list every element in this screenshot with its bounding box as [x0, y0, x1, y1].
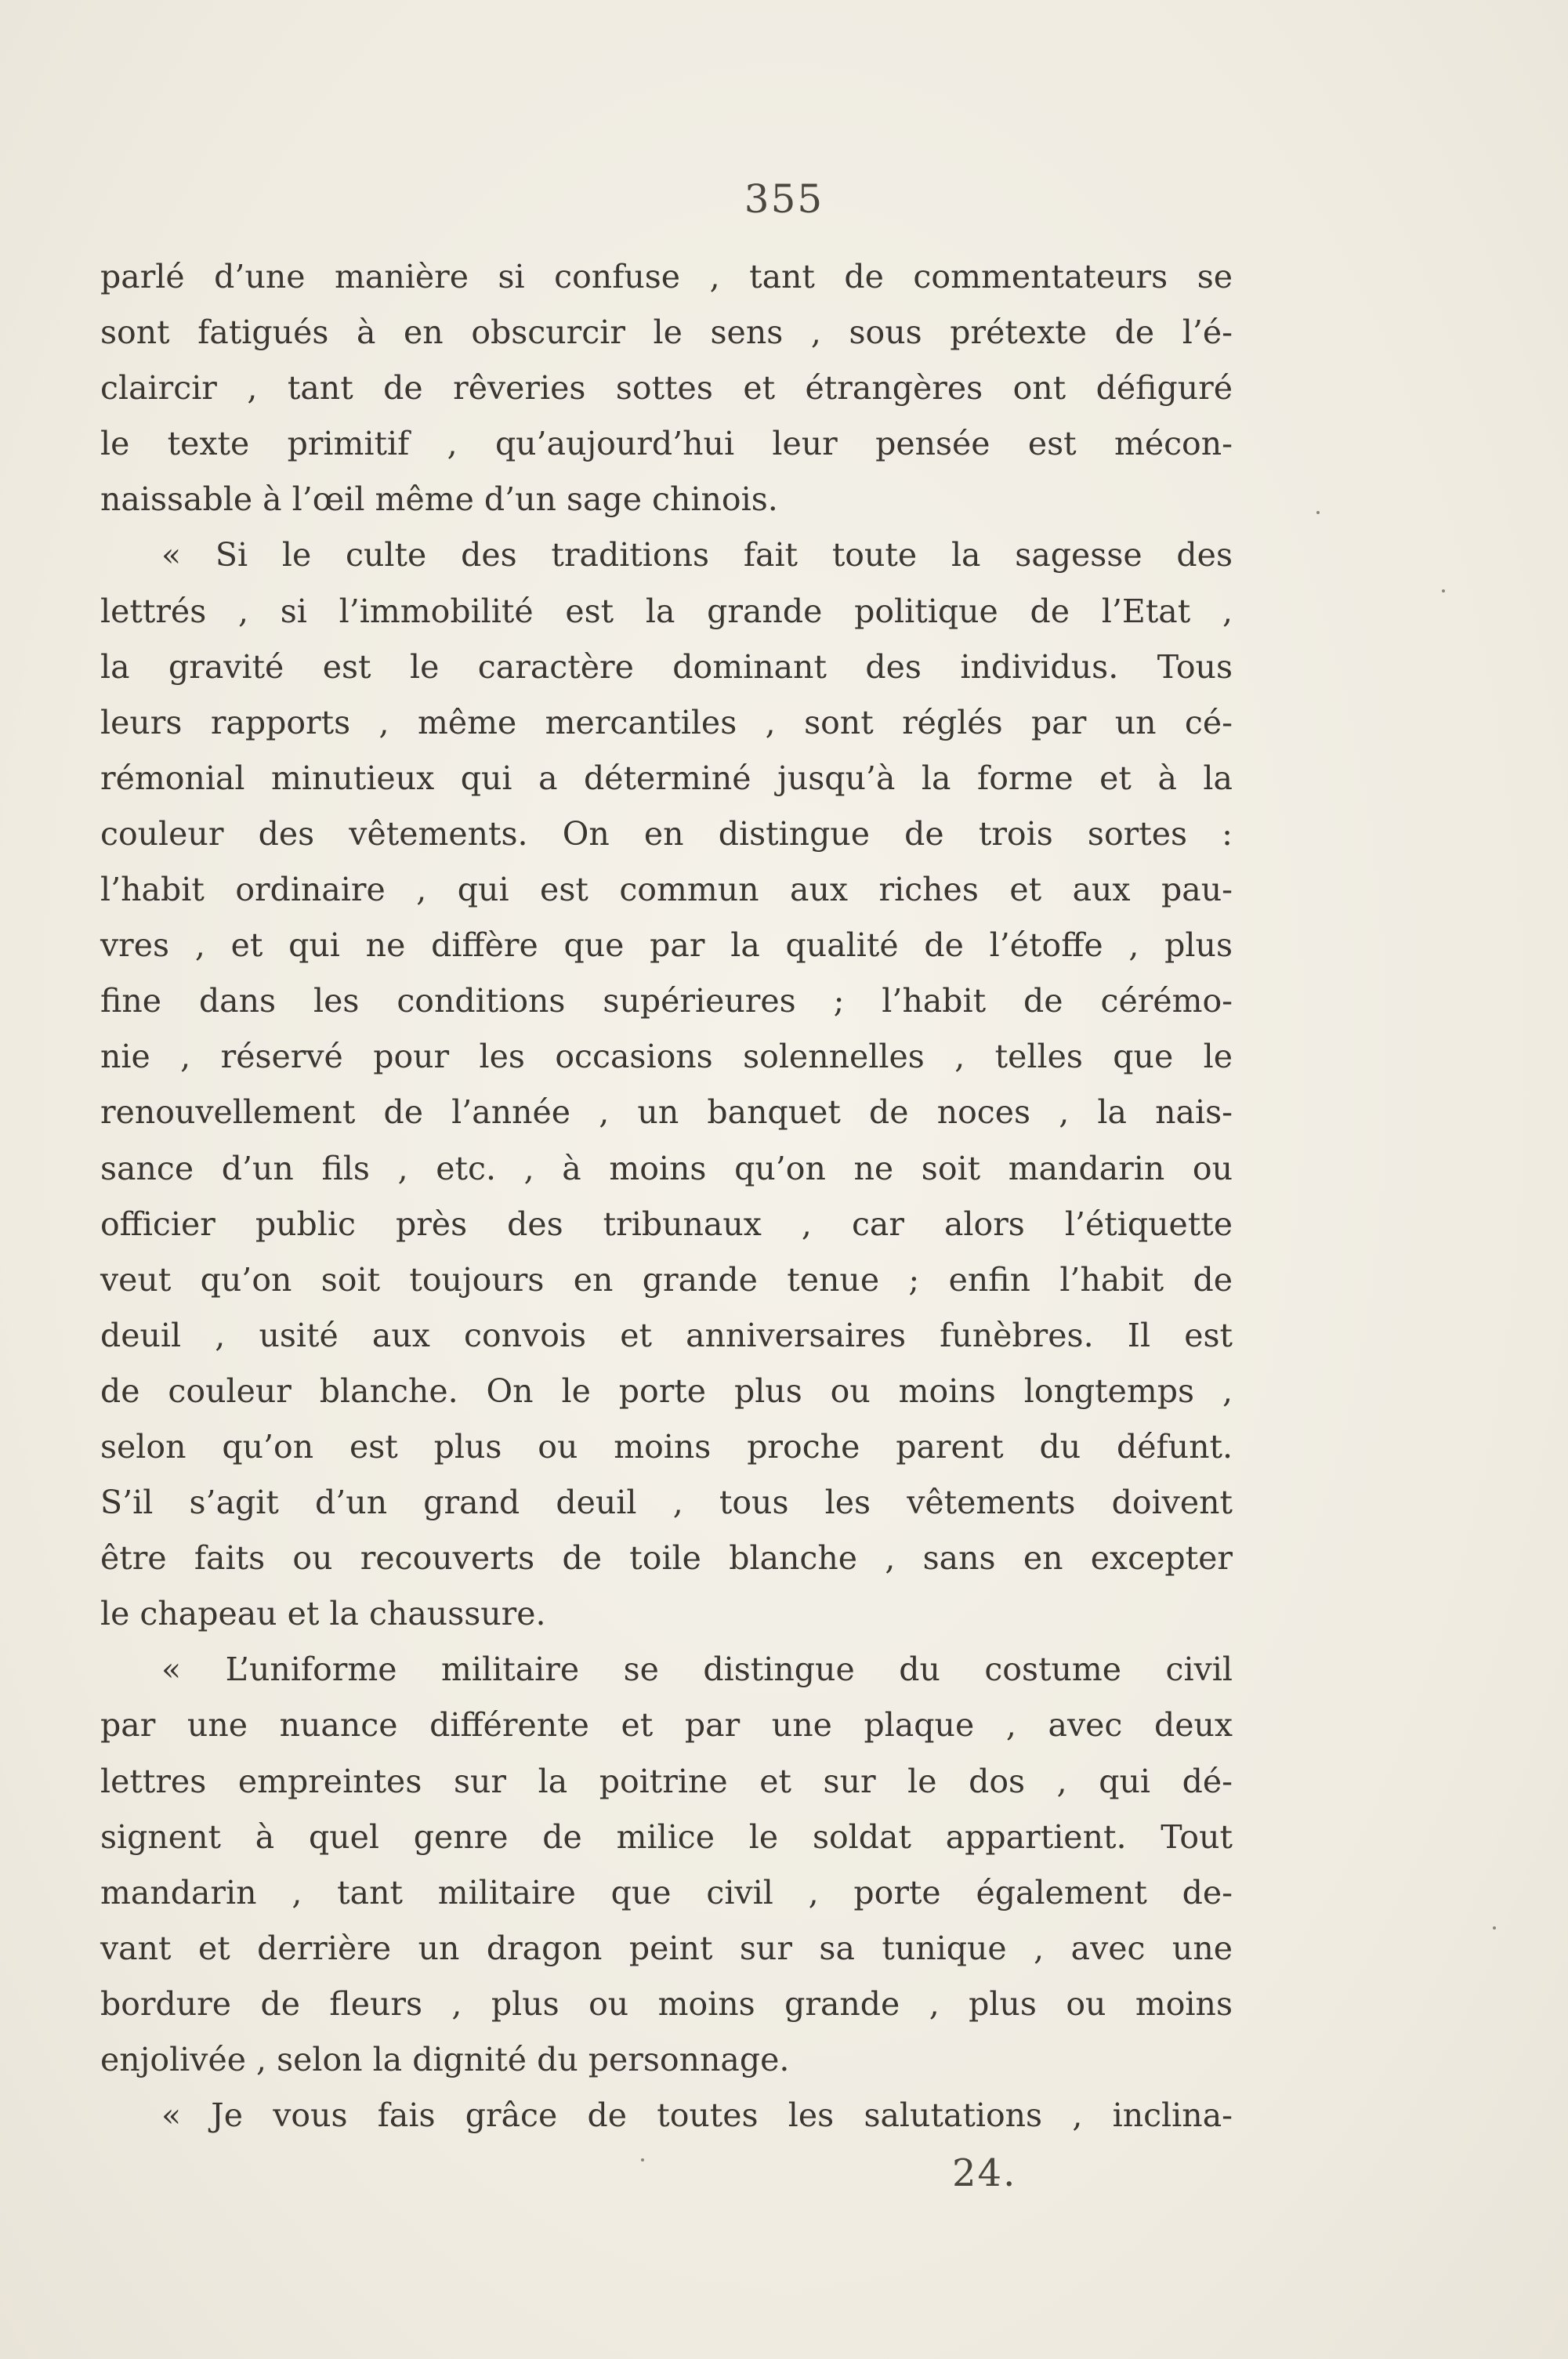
text-line: l’habit ordinaire , qui est commun aux riches et aux pau- — [100, 871, 1233, 909]
text-line: nie , réservé pour les occasions solennelles , telles que le — [100, 1038, 1233, 1076]
text-line: mandarin , tant militaire que civil , porte également de- — [100, 1873, 1233, 1911]
text-line: « Si le culte des traditions fait toute la sagesse des — [161, 536, 1233, 574]
text-line: veut qu’on soit toujours en grande tenue ; enfin l’habit de — [100, 1260, 1233, 1299]
text-line: être faits ou recouverts de toile blanche , sans en excepter — [100, 1539, 1233, 1578]
text-line: fine dans les conditions supérieures ; l’habit de cérémo- — [100, 982, 1233, 1020]
text-line: sont fatigués à en obscurcir le sens , sous prétexte de l’é- — [100, 313, 1233, 352]
text-line: sance d’un fils , etc. , à moins qu’on ne soit mandarin ou — [100, 1149, 1233, 1187]
text-line: « Je vous fais grâce de toutes les salutations , inclina- — [161, 2096, 1233, 2135]
text-line: naissable à l’œil même d’un sage chinois. — [100, 480, 778, 519]
text-line: lettres empreintes sur la poitrine et sur le dos , qui dé- — [100, 1762, 1233, 1800]
text-line: vres , et qui ne diffère que par la qualité de l’étoffe , plus — [100, 926, 1233, 965]
text-line: « L’uniforme militaire se distingue du costume civil — [161, 1651, 1233, 1689]
text-line: lettrés , si l’immobilité est la grande politique de l’Etat , — [100, 592, 1233, 630]
paper-speck — [1493, 1926, 1496, 1930]
paper-speck — [641, 2158, 644, 2162]
text-line: selon qu’on est plus ou moins proche parent du défunt. — [100, 1427, 1233, 1466]
text-line: le texte primitif , qu’aujourd’hui leur pensée est mécon- — [100, 425, 1233, 463]
text-line: leurs rapports , même mercantiles , sont réglés par un cé- — [100, 703, 1233, 741]
text-line: parlé d’une manière si confuse , tant de commentateurs se — [100, 258, 1233, 295]
text-line: le chapeau et la chaussure. — [100, 1595, 546, 1633]
text-line: la gravité est le caractère dominant des individus. Tous — [100, 647, 1233, 686]
text-line: deuil , usité aux convois et anniversaires funèbres. Il est — [100, 1316, 1233, 1354]
text-line: renouvellement de l’année , un banquet de noces , la nais- — [100, 1093, 1233, 1132]
text-line: par une nuance différente et par une plaque , avec deux — [100, 1706, 1233, 1745]
paper-speck — [1316, 511, 1320, 514]
page-number: 355 — [744, 176, 824, 222]
text-line: couleur des vêtements. On en distingue de trois sortes : — [100, 814, 1233, 853]
text-line: bordure de fleurs , plus ou moins grande , plus ou moins — [100, 1984, 1233, 2023]
text-line: rémonial minutieux qui a déterminé jusqu’à la forme et à la — [100, 759, 1233, 797]
text-line: officier public près des tribunaux , car alors l’étiquette — [100, 1205, 1233, 1243]
text-line: signent à quel genre de milice le soldat appartient. Tout — [100, 1817, 1233, 1856]
text-line: de couleur blanche. On le porte plus ou moins longtemps , — [100, 1372, 1233, 1410]
signature-mark: 24. — [952, 2151, 1017, 2195]
text-line: S’il s’agit d’un grand deuil , tous les vêtements doivent — [100, 1484, 1233, 1522]
body-text — [100, 249, 1233, 2143]
paper-speck — [1442, 589, 1445, 592]
text-line: vant et derrière un dragon peint sur sa tunique , avec une — [100, 1929, 1233, 1967]
text-line: enjolivée , selon la dignité du personnage. — [100, 2041, 790, 2078]
text-line: claircir , tant de rêveries sottes et étrangères ont défiguré — [100, 369, 1233, 408]
